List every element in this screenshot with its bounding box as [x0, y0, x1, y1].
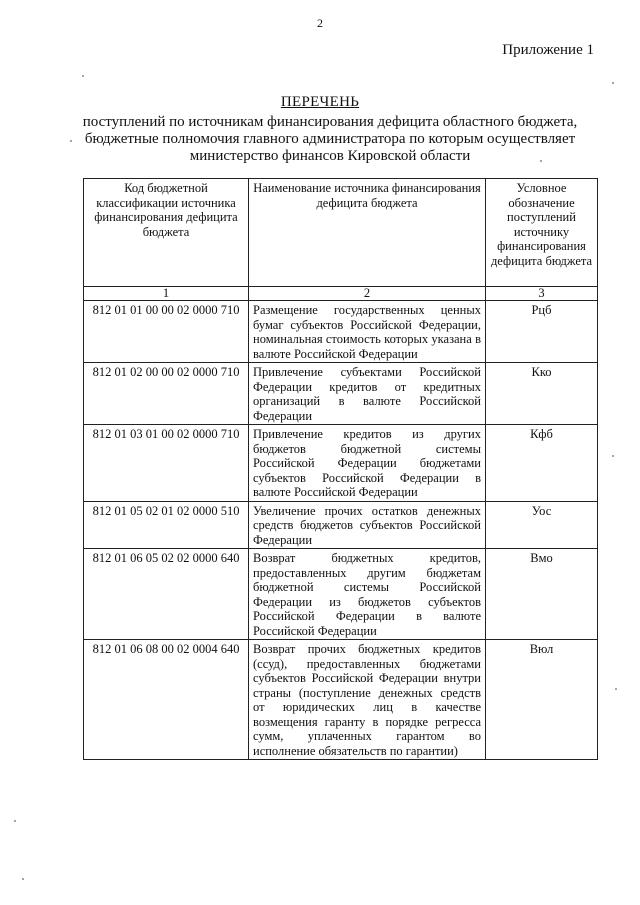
row-code: 812 01 01 00 00 02 0000 710 — [84, 301, 249, 363]
header-name: Наименование источника финансирования дефицита бюджета — [249, 179, 486, 287]
scan-speck — [70, 140, 72, 142]
scan-speck — [540, 160, 542, 162]
row-code: 812 01 06 05 02 02 0000 640 — [84, 549, 249, 640]
row-symbol: Рцб — [486, 301, 598, 363]
table-row — [84, 425, 598, 502]
table-row — [84, 640, 598, 760]
appendix-label: Приложение 1 — [502, 42, 594, 58]
table-row — [84, 549, 598, 640]
scan-speck — [14, 820, 16, 822]
scan-speck — [22, 878, 24, 880]
scan-speck — [612, 82, 614, 84]
header-symbol: Условное обозначение поступлений источнику финансирования дефицита бюджета — [486, 179, 598, 287]
column-number: 3 — [486, 287, 598, 301]
document-subtitle — [60, 114, 600, 165]
row-symbol: Кко — [486, 363, 598, 425]
subtitle-line: министерство финансов Кировской области — [189, 148, 471, 164]
row-name: Возврат бюджетных кредитов, предоставленных другим бюджетам бюджетной системы Российской Федерации из бюджетов субъектов Российской Федерации в валюте Российской Федерации — [249, 549, 486, 640]
row-symbol: Кфб — [486, 425, 598, 502]
row-symbol: Уос — [486, 501, 598, 549]
row-name: Привлечение кредитов из других бюджетов бюджетной системы Российской Федерации бюджетами субъектов Российской Федерации в валюте Российской Федерации — [249, 425, 486, 502]
column-number-row — [84, 287, 598, 301]
scan-speck — [615, 688, 617, 690]
row-symbol: Вмо — [486, 549, 598, 640]
row-name: Увеличение прочих остатков денежных средств бюджетов субъектов Российской Федерации — [249, 501, 486, 549]
row-name: Привлечение субъектами Российской Федерации кредитов от кредитных организаций в валюте Российской Федерации — [249, 363, 486, 425]
row-name: Размещение государственных ценных бумаг субъектов Российской Федерации, номинальная стоимость которых указана в валюте Российской Федерации — [249, 301, 486, 363]
column-number: 2 — [249, 287, 486, 301]
financing-sources-table — [83, 178, 598, 760]
row-code: 812 01 05 02 01 02 0000 510 — [84, 501, 249, 549]
document-title: ПЕРЕЧЕНЬ — [280, 94, 360, 110]
column-number: 1 — [84, 287, 249, 301]
scan-speck — [612, 455, 614, 457]
table-header-row — [84, 179, 598, 287]
subtitle-line: поступлений по источникам финансирования дефицита областного бюджета, — [82, 114, 578, 130]
scan-speck — [82, 75, 84, 77]
row-code: 812 01 06 08 00 02 0004 640 — [84, 640, 249, 760]
row-symbol: Вюл — [486, 640, 598, 760]
row-name: Возврат прочих бюджетных кредитов (ссуд), предоставленных бюджетами субъектов Российской Федерации внутри страны (поступление денежных средств от юридических лиц в качестве возмещения гаранту в порядке регресса сумм, уплаченных гарантом во исполнение обязательств по гарантии) — [249, 640, 486, 760]
table-row — [84, 363, 598, 425]
header-code: Код бюджетной классификации источника финансирования дефицита бюджета — [84, 179, 249, 287]
table-row — [84, 301, 598, 363]
table-row — [84, 501, 598, 549]
subtitle-line: бюджетные полномочия главного администратора по которым осуществляет — [84, 131, 576, 147]
row-code: 812 01 03 01 00 02 0000 710 — [84, 425, 249, 502]
row-code: 812 01 02 00 00 02 0000 710 — [84, 363, 249, 425]
page-number: 2 — [317, 16, 323, 30]
